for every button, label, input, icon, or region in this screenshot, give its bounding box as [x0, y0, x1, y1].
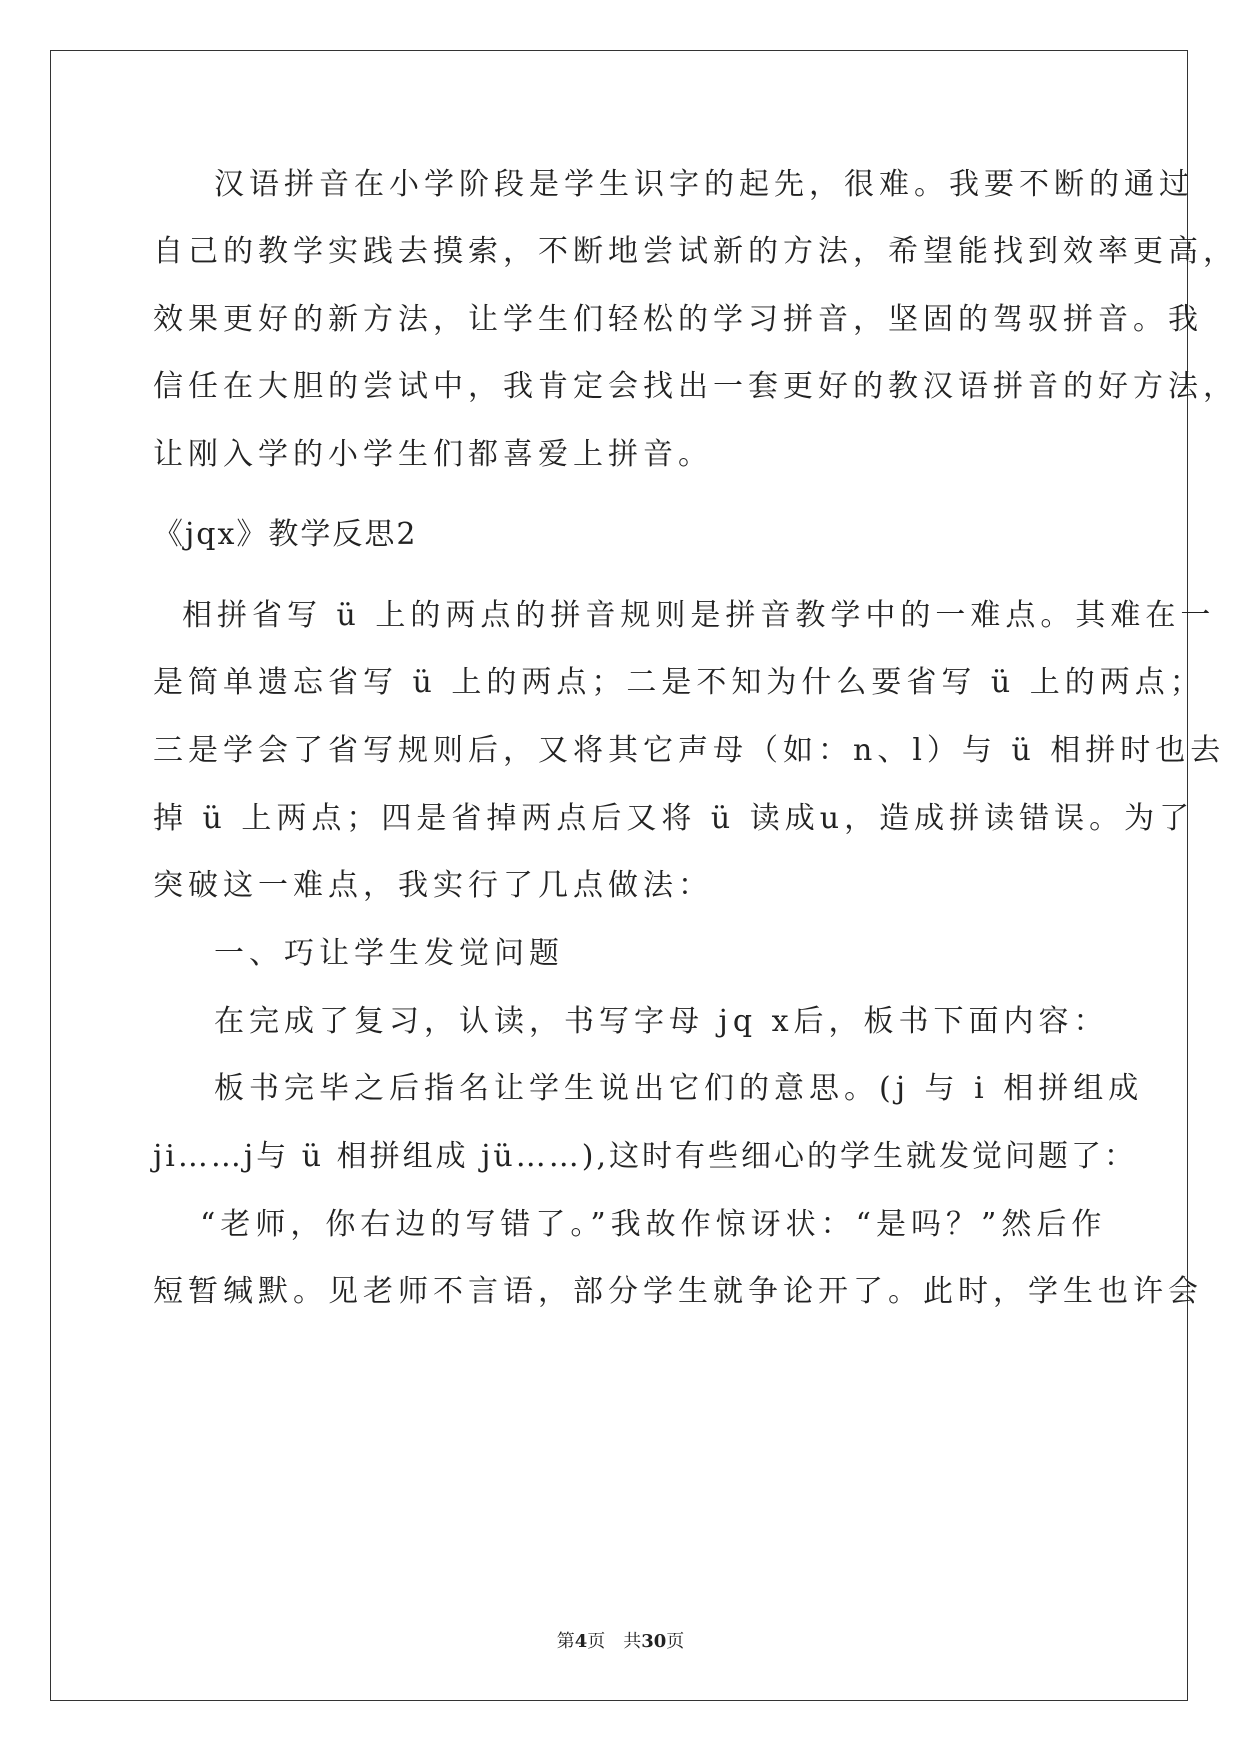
section-heading: 《jqx》教学反思2 — [153, 517, 418, 552]
paragraph-line: “老师，你右边的写错了。”我故作惊讶状：“是吗？”然后作 — [200, 1207, 1107, 1242]
page-prefix: 第 — [556, 1631, 575, 1652]
paragraph-line: 掉 ü 上两点；四是省掉两点后又将 ü 读成u，造成拼读错误。为了 — [153, 801, 1195, 836]
paragraph-line: 信任在大胆的尝试中，我肯定会找出一套更好的教汉语拼音的好方法， — [153, 369, 1238, 404]
paragraph-line: 效果更好的新方法，让学生们轻松的学习拼音，坚固的驾驭拼音。我 — [153, 302, 1203, 337]
paragraph-line: 在完成了复习，认读，书写字母 jq x后，板书下面内容： — [214, 1004, 1109, 1039]
paragraph-line: 让刚入学的小学生们都喜爱上拼音。 — [153, 437, 713, 472]
paragraph-line: 三是学会了省写规则后，又将其它声母（如：n、l）与 ü 相拼时也去 — [153, 733, 1226, 768]
paragraph-line: 突破这一难点，我实行了几点做法： — [153, 868, 713, 903]
paragraph-line: 相拼省写 ü 上的两点的拼音规则是拼音教学中的一难点。其难在一 — [182, 598, 1216, 633]
page-footer — [0, 1630, 1241, 1654]
paragraph-line: 短暂缄默。见老师不言语，部分学生就争论开了。此时，学生也许会 — [153, 1274, 1203, 1309]
total-unit: 页 — [666, 1631, 685, 1652]
page-total: 30 — [641, 1631, 667, 1652]
page-current: 4 — [574, 1631, 588, 1652]
paragraph-line: 自己的教学实践去摸索，不断地尝试新的方法，希望能找到效率更高， — [153, 234, 1238, 269]
paragraph-line: ji……j与 ü 相拼组成 jü……),这时有些细心的学生就发觉问题了： — [153, 1139, 1137, 1174]
paragraph-line: 是简单遗忘省写 ü 上的两点；二是不知为什么要省写 ü 上的两点； — [153, 665, 1205, 700]
subheading: 一、巧让学生发觉问题 — [214, 936, 564, 971]
paragraph-line: 汉语拼音在小学阶段是学生识字的起先，很难。我要不断的通过 — [214, 167, 1194, 202]
paragraph-line: 板书完毕之后指名让学生说出它们的意思。(j 与 i 相拼组成 — [214, 1071, 1144, 1106]
total-prefix: 共 — [623, 1631, 642, 1652]
page-unit: 页 — [587, 1631, 606, 1652]
